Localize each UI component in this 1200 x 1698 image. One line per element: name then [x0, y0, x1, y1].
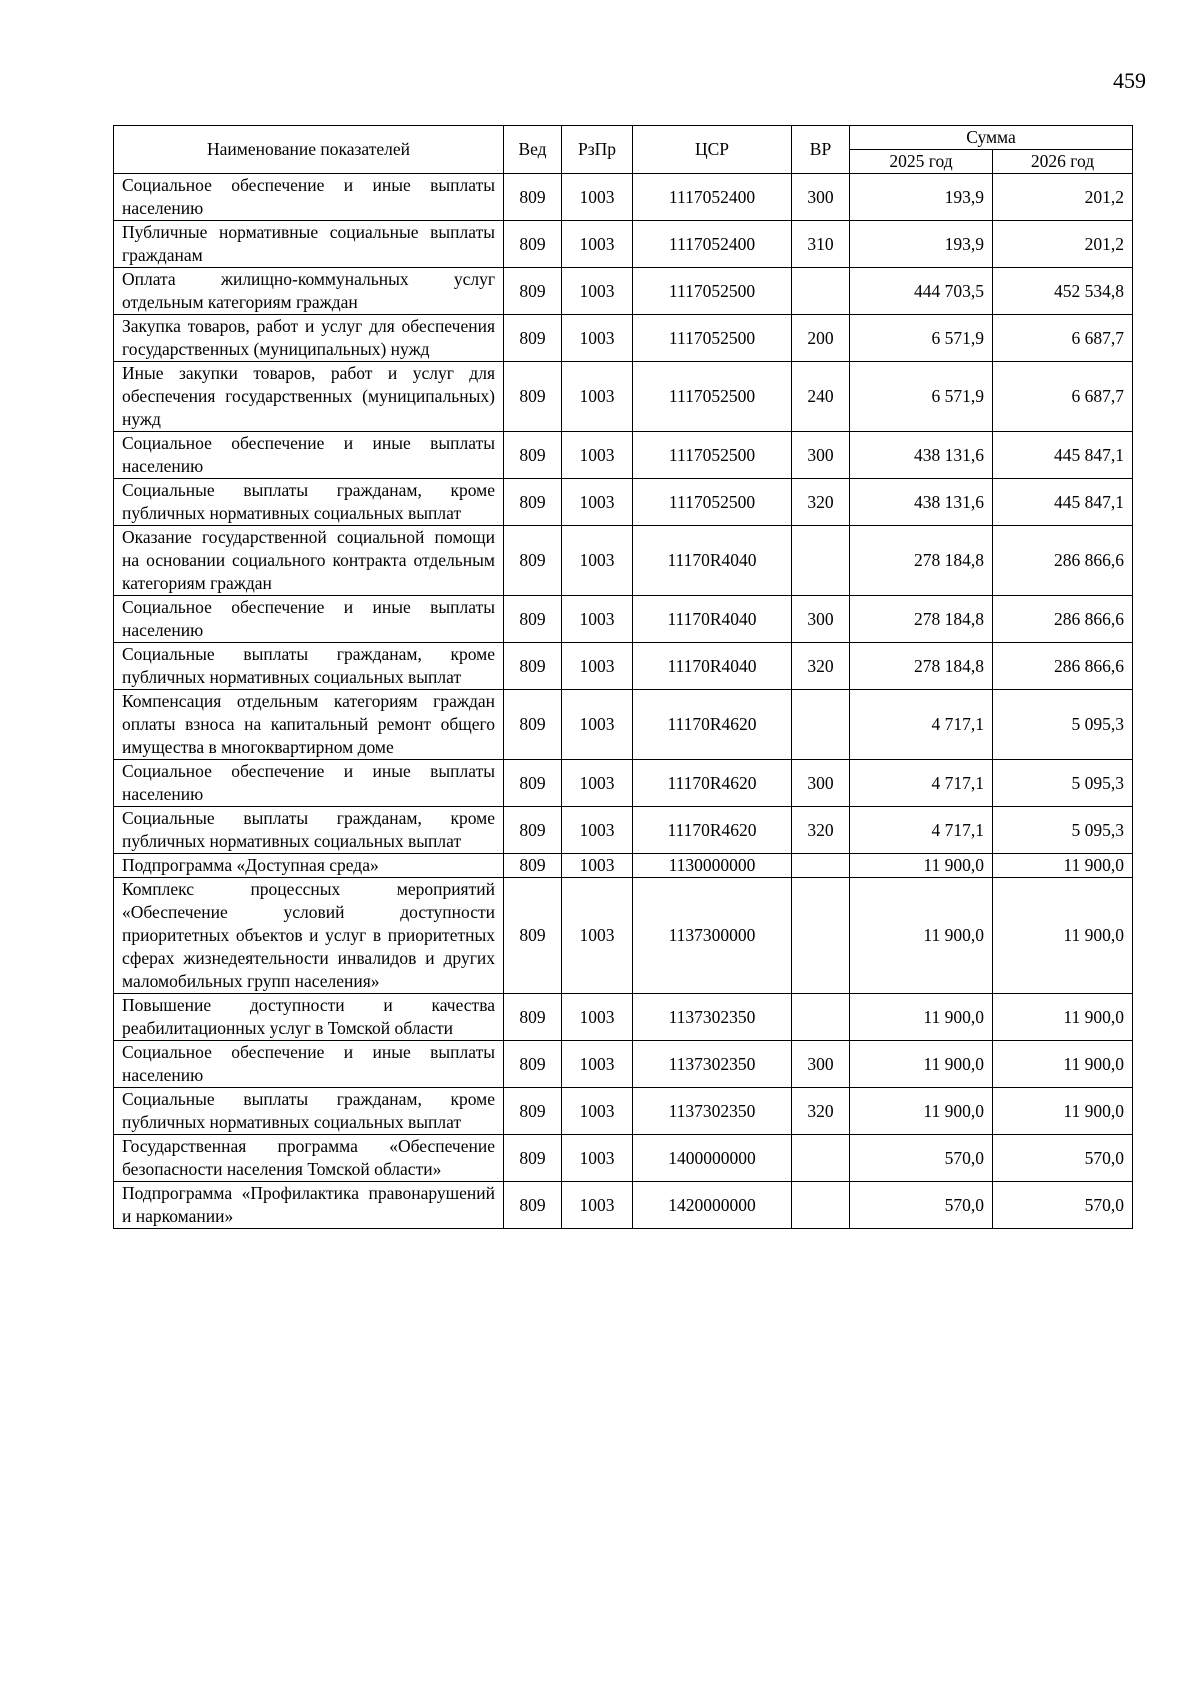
cell-y2026: 11 900,0	[993, 878, 1133, 994]
cell-rzpr: 1003	[562, 1182, 633, 1229]
table-header	[114, 126, 1133, 174]
table-row	[114, 1088, 1133, 1135]
cell-y2025: 444 703,5	[850, 268, 993, 315]
header-rzpr: РзПр	[562, 126, 633, 174]
cell-name: Социальные выплаты гражданам, кроме публичных нормативных социальных выплат	[114, 1088, 504, 1135]
header-csr: ЦСР	[633, 126, 792, 174]
cell-rzpr: 1003	[562, 1041, 633, 1088]
cell-rzpr: 1003	[562, 315, 633, 362]
cell-ved: 809	[504, 1088, 562, 1135]
budget-table	[113, 125, 1133, 1229]
cell-ved: 809	[504, 1041, 562, 1088]
header-name: Наименование показателей	[114, 126, 504, 174]
cell-ved: 809	[504, 994, 562, 1041]
cell-rzpr: 1003	[562, 878, 633, 994]
cell-rzpr: 1003	[562, 174, 633, 221]
cell-rzpr: 1003	[562, 526, 633, 596]
table-row	[114, 1041, 1133, 1088]
cell-ved: 809	[504, 854, 562, 878]
page-number: 459	[1113, 68, 1146, 93]
cell-csr: 11170R4040	[633, 596, 792, 643]
cell-name: Закупка товаров, работ и услуг для обеспечения государственных (муниципальных) нужд	[114, 315, 504, 362]
cell-vr: 300	[792, 596, 850, 643]
cell-vr: 300	[792, 432, 850, 479]
table-row	[114, 315, 1133, 362]
cell-name: Компенсация отдельным категориям граждан оплаты взноса на капитальный ремонт общего имущества в многоквартирном доме	[114, 690, 504, 760]
cell-rzpr: 1003	[562, 596, 633, 643]
cell-csr: 1137300000	[633, 878, 792, 994]
cell-y2026: 11 900,0	[993, 994, 1133, 1041]
cell-name: Иные закупки товаров, работ и услуг для обеспечения государственных (муниципальных) нужд	[114, 362, 504, 432]
cell-csr: 1130000000	[633, 854, 792, 878]
table-row	[114, 362, 1133, 432]
cell-ved: 809	[504, 315, 562, 362]
cell-name: Подпрограмма «Профилактика правонарушений и наркомании»	[114, 1182, 504, 1229]
cell-y2025: 11 900,0	[850, 1041, 993, 1088]
header-vr: ВР	[792, 126, 850, 174]
cell-y2025: 11 900,0	[850, 1088, 993, 1135]
cell-csr: 11170R4620	[633, 760, 792, 807]
cell-ved: 809	[504, 596, 562, 643]
cell-rzpr: 1003	[562, 268, 633, 315]
cell-vr: 320	[792, 1088, 850, 1135]
cell-y2025: 11 900,0	[850, 854, 993, 878]
header-ved: Вед	[504, 126, 562, 174]
cell-rzpr: 1003	[562, 643, 633, 690]
cell-ved: 809	[504, 221, 562, 268]
cell-y2026: 286 866,6	[993, 643, 1133, 690]
cell-csr: 1137302350	[633, 1088, 792, 1135]
cell-name: Социальное обеспечение и иные выплаты населению	[114, 1041, 504, 1088]
header-year-2025: 2025 год	[850, 150, 993, 174]
cell-name: Социальные выплаты гражданам, кроме публичных нормативных социальных выплат	[114, 643, 504, 690]
cell-rzpr: 1003	[562, 362, 633, 432]
cell-vr	[792, 994, 850, 1041]
cell-y2025: 4 717,1	[850, 807, 993, 854]
cell-ved: 809	[504, 174, 562, 221]
cell-y2025: 570,0	[850, 1135, 993, 1182]
cell-name: Социальное обеспечение и иные выплаты населению	[114, 596, 504, 643]
cell-y2025: 193,9	[850, 174, 993, 221]
cell-csr: 1137302350	[633, 994, 792, 1041]
cell-y2025: 11 900,0	[850, 878, 993, 994]
table-row	[114, 643, 1133, 690]
cell-ved: 809	[504, 526, 562, 596]
cell-vr: 240	[792, 362, 850, 432]
cell-name: Социальное обеспечение и иные выплаты населению	[114, 174, 504, 221]
cell-ved: 809	[504, 432, 562, 479]
table-row	[114, 268, 1133, 315]
table-row	[114, 1182, 1133, 1229]
cell-y2026: 445 847,1	[993, 479, 1133, 526]
cell-y2026: 570,0	[993, 1135, 1133, 1182]
cell-vr: 310	[792, 221, 850, 268]
cell-y2026: 6 687,7	[993, 315, 1133, 362]
table-body	[114, 174, 1133, 1229]
cell-name: Социальное обеспечение и иные выплаты населению	[114, 760, 504, 807]
table-row	[114, 878, 1133, 994]
cell-csr: 11170R4620	[633, 690, 792, 760]
cell-csr: 1137302350	[633, 1041, 792, 1088]
table-row	[114, 994, 1133, 1041]
cell-vr: 320	[792, 643, 850, 690]
cell-vr	[792, 268, 850, 315]
cell-y2025: 278 184,8	[850, 643, 993, 690]
cell-vr	[792, 1182, 850, 1229]
cell-ved: 809	[504, 1182, 562, 1229]
cell-vr: 320	[792, 479, 850, 526]
cell-y2026: 201,2	[993, 221, 1133, 268]
cell-vr	[792, 1135, 850, 1182]
cell-ved: 809	[504, 690, 562, 760]
table-row	[114, 174, 1133, 221]
cell-y2026: 445 847,1	[993, 432, 1133, 479]
cell-name: Публичные нормативные социальные выплаты гражданам	[114, 221, 504, 268]
table-row	[114, 854, 1133, 878]
cell-rzpr: 1003	[562, 760, 633, 807]
header-year-2026: 2026 год	[993, 150, 1133, 174]
cell-name: Оплата жилищно-коммунальных услуг отдельным категориям граждан	[114, 268, 504, 315]
table-row	[114, 760, 1133, 807]
cell-y2026: 286 866,6	[993, 526, 1133, 596]
cell-ved: 809	[504, 268, 562, 315]
cell-y2026: 5 095,3	[993, 760, 1133, 807]
cell-ved: 809	[504, 643, 562, 690]
cell-vr: 300	[792, 760, 850, 807]
cell-name: Комплекс процессных мероприятий «Обеспечение условий доступности приоритетных объектов и услуг в приоритетных сферах жизнедеятельности инвалидов и других маломобильных групп населения»	[114, 878, 504, 994]
cell-vr	[792, 690, 850, 760]
cell-y2025: 278 184,8	[850, 526, 993, 596]
table-row	[114, 596, 1133, 643]
cell-y2026: 11 900,0	[993, 1041, 1133, 1088]
cell-csr: 1117052500	[633, 479, 792, 526]
cell-rzpr: 1003	[562, 1088, 633, 1135]
cell-vr	[792, 878, 850, 994]
cell-y2026: 201,2	[993, 174, 1133, 221]
cell-rzpr: 1003	[562, 432, 633, 479]
cell-y2026: 286 866,6	[993, 596, 1133, 643]
cell-y2026: 570,0	[993, 1182, 1133, 1229]
cell-vr: 300	[792, 174, 850, 221]
cell-csr: 1117052400	[633, 174, 792, 221]
table-row	[114, 690, 1133, 760]
cell-y2025: 6 571,9	[850, 315, 993, 362]
cell-rzpr: 1003	[562, 221, 633, 268]
cell-csr: 1420000000	[633, 1182, 792, 1229]
table-row	[114, 807, 1133, 854]
cell-csr: 11170R4620	[633, 807, 792, 854]
cell-y2025: 278 184,8	[850, 596, 993, 643]
cell-y2025: 438 131,6	[850, 432, 993, 479]
table-row	[114, 526, 1133, 596]
cell-csr: 11170R4040	[633, 643, 792, 690]
cell-csr: 1117052500	[633, 268, 792, 315]
cell-rzpr: 1003	[562, 807, 633, 854]
cell-rzpr: 1003	[562, 479, 633, 526]
cell-y2026: 6 687,7	[993, 362, 1133, 432]
cell-y2026: 11 900,0	[993, 1088, 1133, 1135]
cell-y2025: 193,9	[850, 221, 993, 268]
cell-rzpr: 1003	[562, 690, 633, 760]
cell-rzpr: 1003	[562, 854, 633, 878]
cell-vr: 320	[792, 807, 850, 854]
cell-y2025: 11 900,0	[850, 994, 993, 1041]
cell-ved: 809	[504, 1135, 562, 1182]
cell-name: Повышение доступности и качества реабилитационных услуг в Томской области	[114, 994, 504, 1041]
cell-name: Оказание государственной социальной помощи на основании социального контракта отдельным категориям граждан	[114, 526, 504, 596]
cell-csr: 11170R4040	[633, 526, 792, 596]
cell-csr: 1117052500	[633, 362, 792, 432]
cell-vr: 200	[792, 315, 850, 362]
cell-ved: 809	[504, 878, 562, 994]
cell-rzpr: 1003	[562, 1135, 633, 1182]
cell-y2025: 570,0	[850, 1182, 993, 1229]
cell-ved: 809	[504, 807, 562, 854]
cell-vr	[792, 526, 850, 596]
cell-name: Социальное обеспечение и иные выплаты населению	[114, 432, 504, 479]
cell-name: Подпрограмма «Доступная среда»	[114, 854, 504, 878]
cell-csr: 1117052500	[633, 432, 792, 479]
table-row	[114, 432, 1133, 479]
cell-rzpr: 1003	[562, 994, 633, 1041]
header-sum: Сумма	[850, 126, 1133, 150]
table-row	[114, 1135, 1133, 1182]
cell-csr: 1117052400	[633, 221, 792, 268]
cell-y2025: 4 717,1	[850, 690, 993, 760]
cell-y2026: 5 095,3	[993, 807, 1133, 854]
cell-y2025: 6 571,9	[850, 362, 993, 432]
cell-csr: 1400000000	[633, 1135, 792, 1182]
cell-y2025: 4 717,1	[850, 760, 993, 807]
cell-vr	[792, 854, 850, 878]
cell-vr: 300	[792, 1041, 850, 1088]
cell-name: Социальные выплаты гражданам, кроме публичных нормативных социальных выплат	[114, 479, 504, 526]
cell-name: Государственная программа «Обеспечение безопасности населения Томской области»	[114, 1135, 504, 1182]
cell-y2025: 438 131,6	[850, 479, 993, 526]
cell-ved: 809	[504, 362, 562, 432]
cell-name: Социальные выплаты гражданам, кроме публичных нормативных социальных выплат	[114, 807, 504, 854]
cell-ved: 809	[504, 760, 562, 807]
table-row	[114, 221, 1133, 268]
cell-ved: 809	[504, 479, 562, 526]
cell-y2026: 5 095,3	[993, 690, 1133, 760]
cell-y2026: 11 900,0	[993, 854, 1133, 878]
cell-y2026: 452 534,8	[993, 268, 1133, 315]
table-row	[114, 479, 1133, 526]
cell-csr: 1117052500	[633, 315, 792, 362]
